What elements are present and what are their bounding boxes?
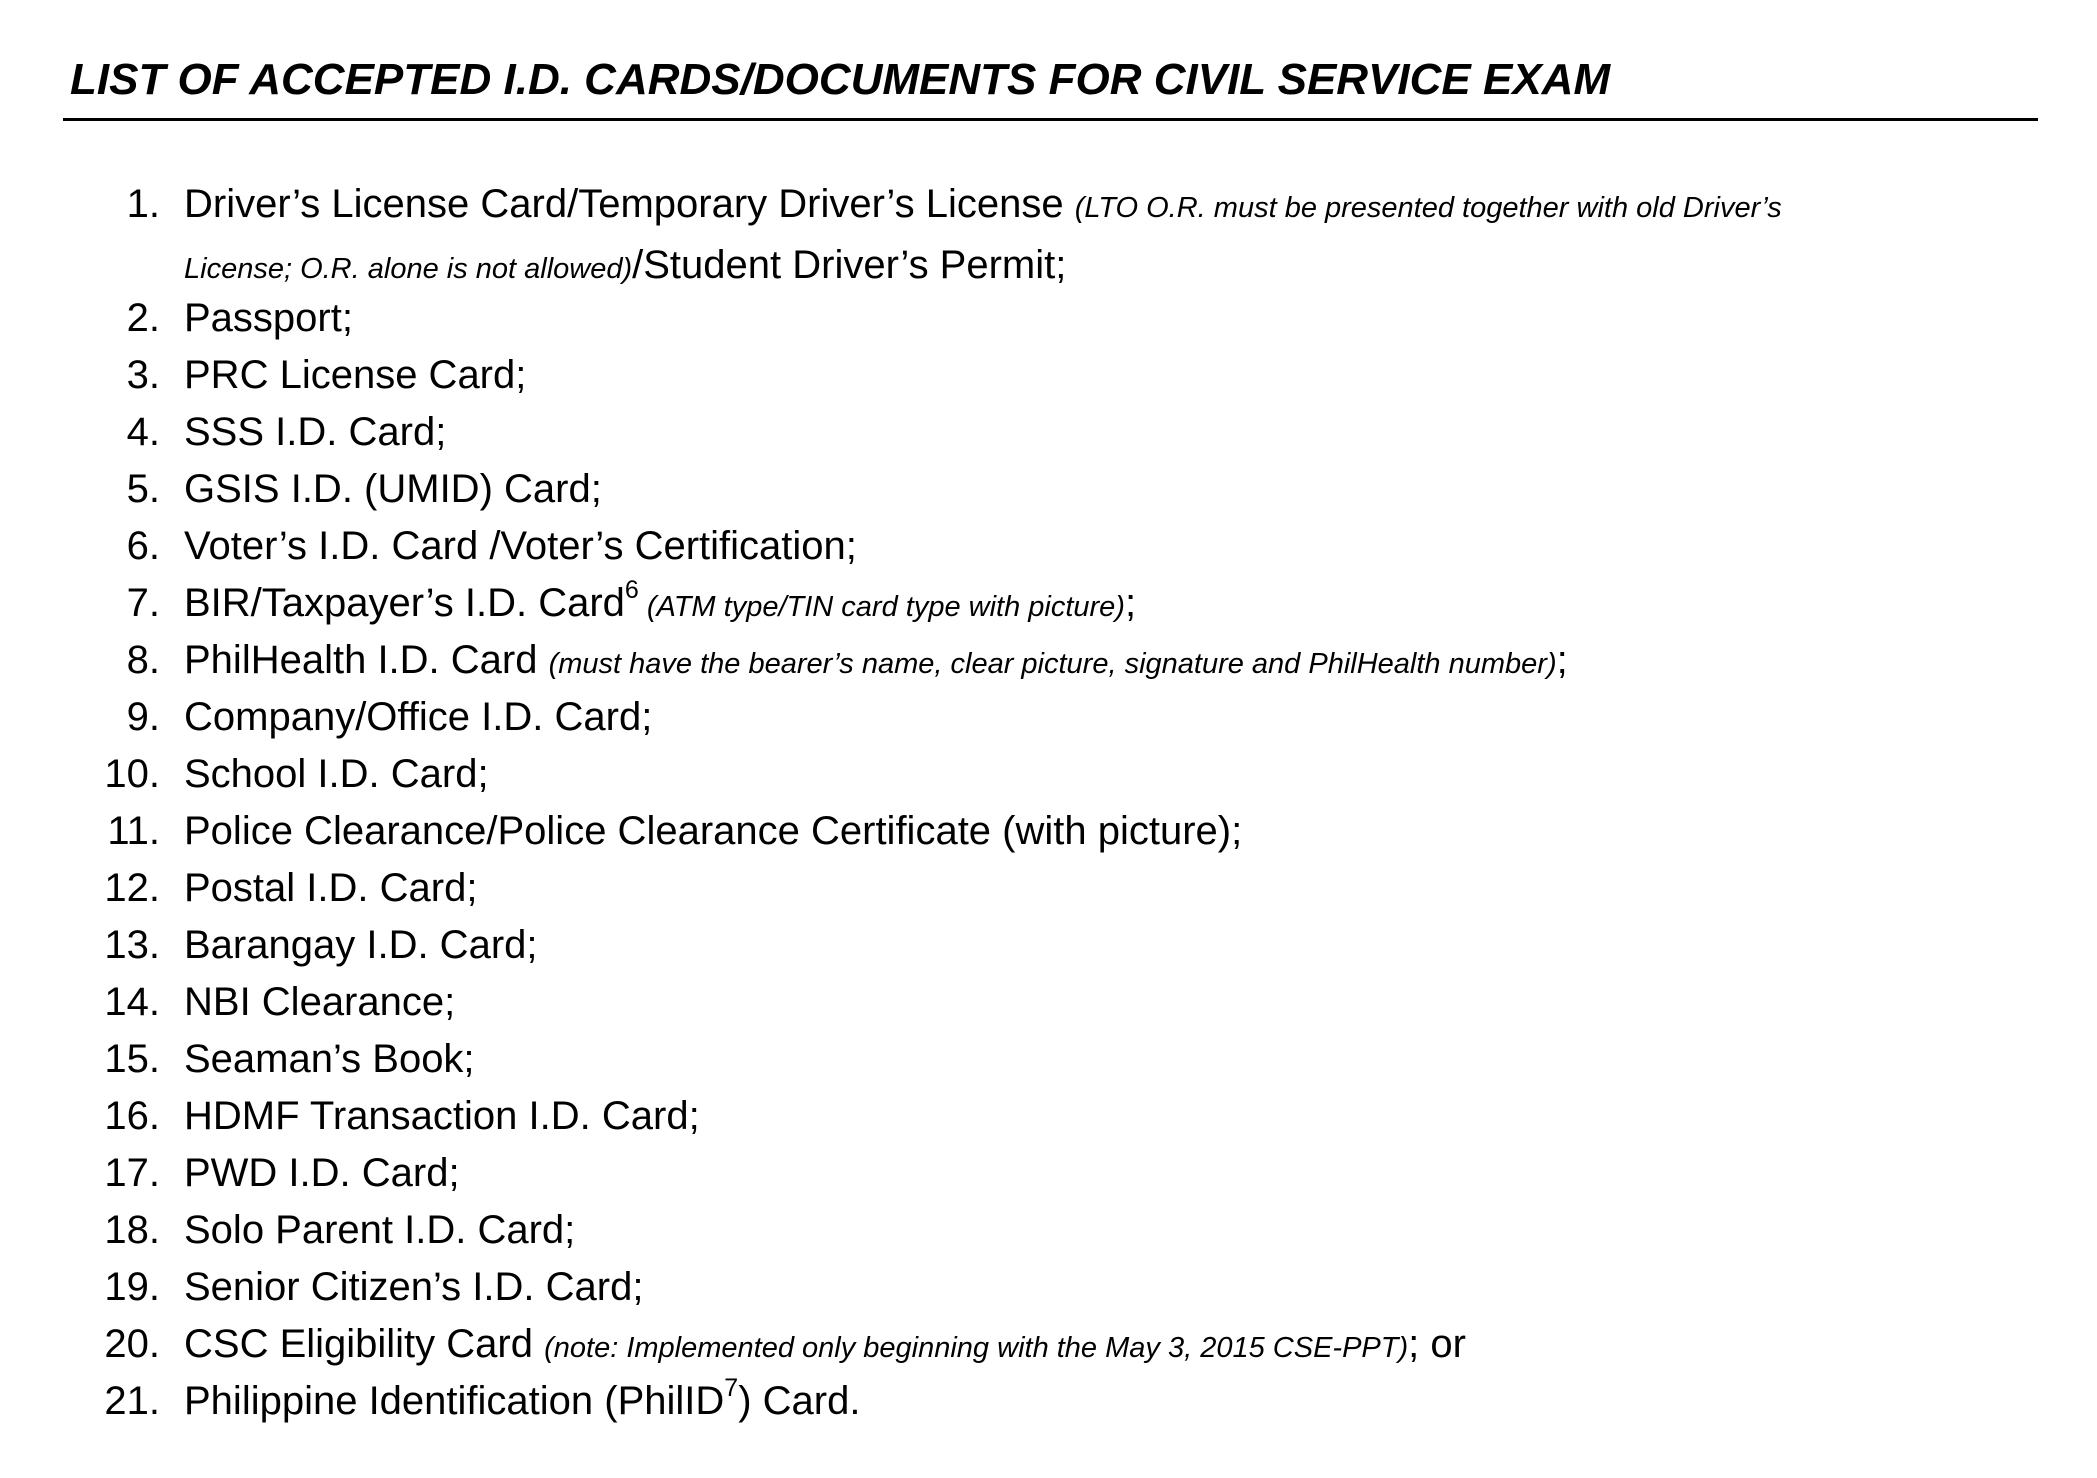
item-suffix: ; (1556, 638, 1568, 682)
item-suffix: /Student Driver’s Permit; (632, 243, 1067, 287)
list-item-number: 8. (126, 638, 160, 682)
item-label: PhilHealth I.D. Card (184, 638, 549, 682)
list-item-number: 12. (104, 866, 160, 910)
list-item (0, 461, 2097, 518)
list-item (0, 1259, 2097, 1316)
list-item (0, 746, 2097, 803)
list-item-number: 16. (104, 1094, 160, 1138)
list-item-text (184, 1316, 1466, 1377)
list-item-number: 21. (104, 1379, 160, 1423)
list-item (0, 632, 2097, 689)
item-note: (must have the bearer’s name, clear picture, signature and PhilHealth number) (548, 648, 1557, 680)
item-label: Driver’s License Card/Temporary Driver’s License (184, 182, 1075, 226)
list-item-number: 18. (104, 1208, 160, 1252)
list-item-text: Seaman’s Book; (184, 1037, 475, 1081)
list-item-text: Solo Parent I.D. Card; (184, 1208, 576, 1252)
list-item-number: 5. (126, 467, 160, 511)
list-item-text: NBI Clearance; (184, 980, 456, 1024)
list-item (0, 518, 2097, 575)
list-item-text (184, 176, 1782, 298)
list-item-number: 17. (104, 1151, 160, 1195)
list-item-text: Postal I.D. Card; (184, 866, 478, 910)
list-item-text (184, 1373, 860, 1430)
list-item (0, 347, 2097, 404)
list-item-number: 15. (104, 1037, 160, 1081)
list-item-number: 10. (104, 752, 160, 796)
list-item-number: 19. (104, 1265, 160, 1309)
list-item-number: 7. (126, 581, 160, 625)
list-item-text: Voter’s I.D. Card /Voter’s Certification; (184, 524, 857, 568)
item-note-continued: License; O.R. alone is not allowed) (184, 253, 633, 285)
list-item-number: 4. (126, 410, 160, 454)
item-suffix: ) Card. (738, 1379, 861, 1423)
accepted-id-list (0, 176, 2097, 1430)
list-item (0, 1373, 2097, 1430)
item-label: Philippine Identification (PhilID (184, 1379, 725, 1423)
list-item (0, 176, 2097, 290)
list-item-text: HDMF Transaction I.D. Card; (184, 1094, 700, 1138)
footnote-marker: 7 (724, 1373, 739, 1402)
list-item-text: Senior Citizen’s I.D. Card; (184, 1265, 644, 1309)
list-item-number: 20. (104, 1322, 160, 1366)
list-item-number: 1. (126, 182, 160, 226)
item-suffix: ; (1124, 581, 1137, 625)
list-item-text: PRC License Card; (184, 353, 527, 397)
item-note: (ATM type/TIN card type with picture) (638, 591, 1125, 623)
title-underline (63, 118, 2038, 121)
list-item (0, 1202, 2097, 1259)
list-item (0, 575, 2097, 632)
item-continuation (184, 237, 1782, 298)
list-item-text: Passport; (184, 296, 353, 340)
list-item-text: GSIS I.D. (UMID) Card; (184, 467, 602, 511)
list-item (0, 1031, 2097, 1088)
list-item-text: Company/Office I.D. Card; (184, 695, 653, 739)
list-item-text (184, 632, 1568, 693)
item-note: (note: Implemented only beginning with the May 3, 2015 CSE-PPT) (544, 1332, 1409, 1364)
item-note: (LTO O.R. must be presented together with old Driver’s (1074, 192, 1782, 224)
list-item-number: 6. (126, 524, 160, 568)
list-item-number: 3. (126, 353, 160, 397)
list-item-text: SSS I.D. Card; (184, 410, 447, 454)
list-item-text: School I.D. Card; (184, 752, 489, 796)
list-item (0, 974, 2097, 1031)
item-suffix: ; or (1408, 1322, 1466, 1366)
list-item-text: PWD I.D. Card; (184, 1151, 460, 1195)
list-item-number: 11. (107, 809, 160, 853)
item-label: CSC Eligibility Card (184, 1322, 545, 1366)
list-item (0, 404, 2097, 461)
list-item-number: 13. (104, 923, 160, 967)
list-item-text: Police Clearance/Police Clearance Certificate (with picture); (184, 809, 1243, 853)
list-item-text: Barangay I.D. Card; (184, 923, 538, 967)
list-item (0, 860, 2097, 917)
list-item (0, 917, 2097, 974)
list-item-number: 14. (104, 980, 160, 1024)
item-label: BIR/Taxpayer’s I.D. Card (184, 581, 625, 625)
list-item-number: 2. (126, 296, 160, 340)
document-title: LIST OF ACCEPTED I.D. CARDS/DOCUMENTS FOR CIVIL SERVICE EXAM (70, 55, 1611, 104)
list-item-number: 9. (126, 695, 160, 739)
list-item (0, 689, 2097, 746)
list-item (0, 1088, 2097, 1145)
list-item (0, 1145, 2097, 1202)
list-item (0, 1316, 2097, 1373)
list-item-text (184, 575, 1136, 636)
footnote-marker: 6 (624, 575, 639, 604)
list-item (0, 290, 2097, 347)
list-item (0, 803, 2097, 860)
